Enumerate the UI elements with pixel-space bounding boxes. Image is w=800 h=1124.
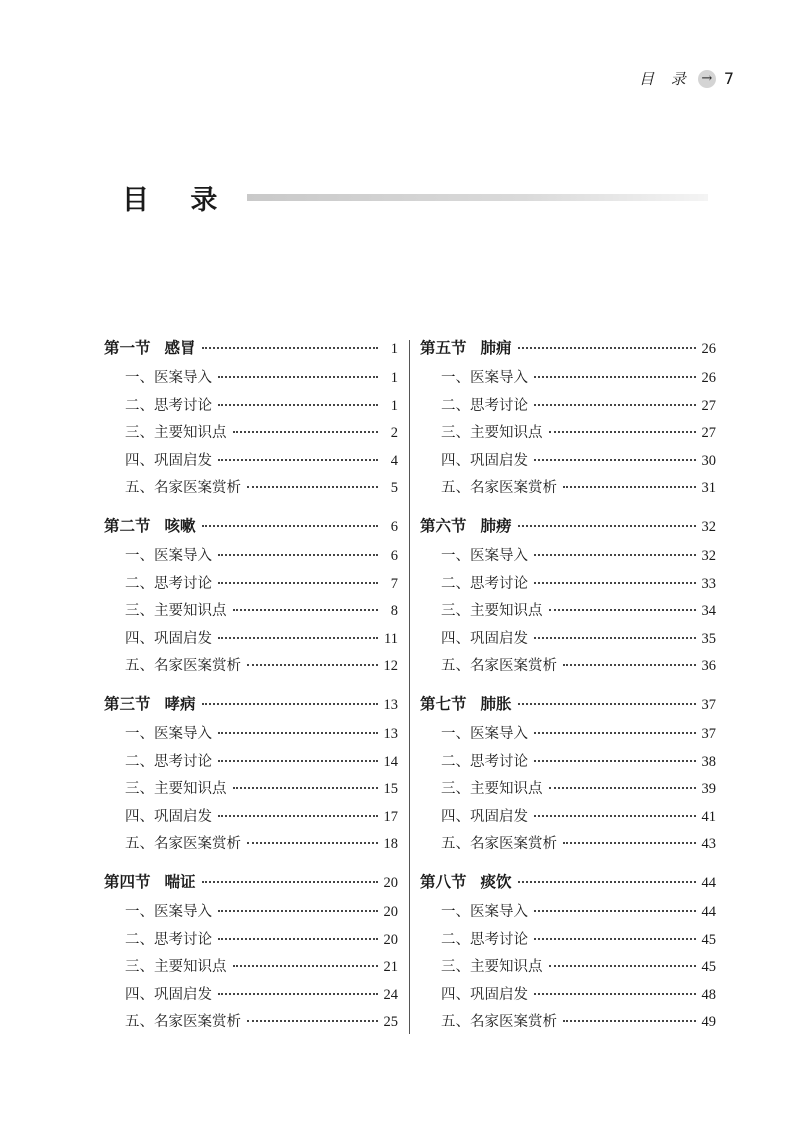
dot-leader (563, 485, 696, 488)
entry-page: 33 (701, 575, 716, 592)
toc-entry[interactable] (420, 544, 716, 572)
entry-title: 四、巩固启发 (125, 986, 212, 1003)
toc-section-heading[interactable] (420, 692, 716, 722)
dot-leader (233, 786, 379, 789)
entry-page: 36 (701, 658, 716, 674)
toc-section (104, 336, 398, 514)
entry-page: 48 (701, 986, 716, 1003)
entry-title: 四、巩固启发 (125, 630, 212, 647)
entry-page: 13 (383, 726, 398, 742)
dot-leader (247, 663, 378, 666)
toc-entry[interactable] (104, 421, 398, 449)
section-page: 13 (383, 697, 398, 713)
toc-entry[interactable] (420, 449, 716, 477)
section-title: 肺痈 (480, 339, 512, 357)
toc-entry[interactable] (420, 394, 716, 422)
running-header (639, 68, 734, 89)
entry-page: 38 (701, 753, 716, 770)
entry-title: 四、巩固启发 (125, 808, 212, 825)
dot-leader (549, 964, 697, 967)
toc-entry[interactable] (420, 832, 716, 860)
section-title: 肺胀 (480, 695, 512, 713)
section-number: 第四节 (104, 873, 151, 891)
toc-section (104, 692, 398, 870)
entry-title: 四、巩固启发 (441, 452, 528, 469)
toc-section (420, 692, 716, 870)
entry-title: 三、主要知识点 (125, 781, 227, 797)
dot-leader (218, 759, 378, 762)
dot-leader (247, 841, 378, 844)
dot-leader (218, 636, 378, 639)
entry-title: 三、主要知识点 (441, 425, 543, 441)
entry-title: 五、名家医案赏析 (441, 1014, 557, 1030)
section-number: 第八节 (420, 873, 467, 891)
toc-section-heading[interactable] (420, 870, 716, 900)
dot-leader (518, 524, 696, 527)
section-page: 44 (701, 875, 716, 891)
entry-page: 27 (701, 397, 716, 414)
toc-entry[interactable] (104, 1010, 398, 1038)
dot-leader (202, 524, 378, 527)
dot-leader (534, 581, 696, 584)
dot-leader (518, 346, 696, 349)
entry-title: 五、名家医案赏析 (125, 1014, 241, 1030)
toc-entry[interactable] (104, 394, 398, 422)
title-block (122, 178, 708, 217)
entry-page: 37 (701, 726, 716, 742)
entry-title: 二、思考讨论 (125, 753, 212, 770)
dot-leader (534, 731, 696, 734)
table-of-contents (104, 336, 716, 1036)
dot-leader (549, 786, 697, 789)
entry-page: 26 (701, 370, 716, 386)
dot-leader (563, 1019, 696, 1022)
section-page: 1 (390, 341, 398, 357)
entry-page: 35 (701, 630, 716, 647)
dot-leader (218, 992, 378, 995)
entry-page: 45 (701, 931, 716, 948)
dot-leader (534, 458, 696, 461)
toc-entry[interactable] (104, 627, 398, 655)
toc-entry[interactable] (420, 900, 716, 928)
toc-entry[interactable] (420, 654, 716, 682)
entry-page: 34 (701, 603, 716, 619)
entry-title: 三、主要知识点 (125, 603, 227, 619)
dot-leader (549, 608, 697, 611)
entry-page: 43 (701, 836, 716, 852)
entry-page: 6 (390, 548, 398, 564)
toc-section-heading[interactable] (104, 692, 398, 722)
entry-page: 17 (383, 808, 398, 825)
dot-leader (534, 403, 696, 406)
toc-section-heading[interactable] (420, 336, 716, 366)
entry-title: 三、主要知识点 (441, 603, 543, 619)
toc-section (420, 514, 716, 692)
entry-page: 20 (383, 931, 398, 948)
entry-title: 四、巩固启发 (441, 986, 528, 1003)
section-number: 第三节 (104, 695, 151, 713)
dot-leader (218, 403, 378, 406)
toc-entry[interactable] (104, 777, 398, 805)
dot-leader (218, 731, 378, 734)
dot-leader (218, 909, 378, 912)
entry-title: 一、医案导入 (125, 904, 212, 920)
entry-page: 4 (390, 452, 398, 469)
dot-leader (247, 485, 378, 488)
section-title: 痰饮 (480, 873, 512, 891)
section-number: 第五节 (420, 339, 467, 357)
dot-leader (218, 458, 378, 461)
dot-leader (247, 1019, 378, 1022)
toc-entry[interactable] (104, 476, 398, 504)
entry-title: 四、巩固启发 (125, 452, 212, 469)
entry-title: 四、巩固启发 (441, 808, 528, 825)
section-page: 6 (390, 519, 398, 535)
toc-left-column (104, 336, 398, 1048)
entry-page: 14 (383, 753, 398, 770)
section-page: 26 (701, 341, 716, 357)
entry-title: 四、巩固启发 (441, 630, 528, 647)
toc-entry[interactable] (104, 599, 398, 627)
entry-title: 三、主要知识点 (441, 959, 543, 975)
section-number: 第六节 (420, 517, 467, 535)
entry-page: 30 (701, 452, 716, 469)
entry-title: 五、名家医案赏析 (441, 658, 557, 674)
entry-title: 五、名家医案赏析 (125, 658, 241, 674)
dot-leader (534, 759, 696, 762)
entry-title: 一、医案导入 (125, 726, 212, 742)
entry-title: 二、思考讨论 (441, 575, 528, 592)
entry-title: 一、医案导入 (125, 548, 212, 564)
dot-leader (218, 553, 378, 556)
entry-title: 二、思考讨论 (125, 931, 212, 948)
entry-page: 45 (701, 959, 716, 975)
entry-title: 二、思考讨论 (441, 931, 528, 948)
entry-page: 5 (390, 480, 398, 496)
toc-entry[interactable] (420, 722, 716, 750)
toc-section-heading[interactable] (104, 870, 398, 900)
entry-title: 五、名家医案赏析 (125, 836, 241, 852)
toc-entry[interactable] (420, 777, 716, 805)
entry-title: 一、医案导入 (441, 370, 528, 386)
entry-page: 39 (701, 781, 716, 797)
dot-leader (218, 937, 378, 940)
toc-entry[interactable] (104, 805, 398, 833)
toc-entry[interactable] (420, 627, 716, 655)
dot-leader (202, 702, 378, 705)
entry-title: 一、医案导入 (125, 370, 212, 386)
entry-title: 三、主要知识点 (125, 425, 227, 441)
dot-leader (202, 346, 378, 349)
column-divider (409, 340, 410, 1034)
entry-title: 二、思考讨论 (441, 753, 528, 770)
entry-page: 15 (383, 781, 398, 797)
entry-page: 44 (701, 904, 716, 920)
toc-entry[interactable] (104, 572, 398, 600)
entry-page: 2 (390, 425, 398, 441)
toc-entry[interactable] (104, 750, 398, 778)
toc-entry[interactable] (420, 805, 716, 833)
entry-title: 五、名家医案赏析 (441, 480, 557, 496)
toc-section-heading[interactable] (104, 514, 398, 544)
toc-entry[interactable] (420, 572, 716, 600)
dot-leader (549, 430, 697, 433)
entry-page: 8 (390, 603, 398, 619)
dot-leader (534, 814, 696, 817)
entry-page: 1 (390, 397, 398, 414)
entry-title: 一、医案导入 (441, 548, 528, 564)
toc-entry[interactable] (104, 654, 398, 682)
section-title: 喘证 (164, 873, 196, 891)
entry-title: 一、医案导入 (441, 726, 528, 742)
dot-leader (218, 375, 378, 378)
dot-leader (534, 375, 696, 378)
toc-entry[interactable] (104, 449, 398, 477)
page-number: 7 (723, 69, 734, 88)
dot-leader (218, 814, 378, 817)
toc-section (104, 870, 398, 1048)
toc-section-heading[interactable] (420, 514, 716, 544)
section-title: 哮病 (164, 695, 196, 713)
section-title: 感冒 (164, 339, 196, 357)
toc-section (420, 336, 716, 514)
toc-entry[interactable] (420, 599, 716, 627)
dot-leader (218, 581, 378, 584)
entry-page: 24 (383, 986, 398, 1003)
toc-section (420, 870, 716, 1048)
dot-leader (202, 880, 378, 883)
toc-entry[interactable] (420, 421, 716, 449)
entry-title: 二、思考讨论 (125, 397, 212, 414)
toc-entry[interactable] (104, 955, 398, 983)
dot-leader (233, 430, 379, 433)
entry-title: 五、名家医案赏析 (441, 836, 557, 852)
toc-entry[interactable] (104, 900, 398, 928)
dot-leader (534, 992, 696, 995)
entry-page: 12 (383, 658, 398, 674)
section-title: 肺痨 (480, 517, 512, 535)
toc-entry[interactable] (104, 366, 398, 394)
entry-title: 一、医案导入 (441, 904, 528, 920)
entry-page: 11 (384, 630, 398, 647)
section-page: 20 (383, 875, 398, 891)
toc-entry[interactable] (420, 476, 716, 504)
dot-leader (534, 937, 696, 940)
toc-right-column (420, 336, 716, 1048)
dot-leader (534, 909, 696, 912)
toc-entry[interactable] (420, 1010, 716, 1038)
dot-leader (518, 880, 696, 883)
entry-page: 31 (701, 480, 716, 496)
dot-leader (534, 636, 696, 639)
entry-title: 二、思考讨论 (441, 397, 528, 414)
dot-leader (233, 964, 379, 967)
entry-title: 三、主要知识点 (125, 959, 227, 975)
section-page: 32 (701, 519, 716, 535)
entry-title: 三、主要知识点 (441, 781, 543, 797)
toc-entry[interactable] (420, 750, 716, 778)
entry-title: 二、思考讨论 (125, 575, 212, 592)
section-page: 37 (701, 697, 716, 713)
entry-page: 32 (701, 548, 716, 564)
toc-entry[interactable] (420, 928, 716, 956)
page-title: 目 录 (122, 185, 234, 216)
section-title: 咳嗽 (164, 517, 196, 535)
dot-leader (534, 553, 696, 556)
entry-title: 五、名家医案赏析 (125, 480, 241, 496)
toc-entry[interactable] (420, 983, 716, 1011)
dot-leader (233, 608, 379, 611)
dot-leader (563, 841, 696, 844)
title-rule (247, 194, 708, 201)
section-number: 第一节 (104, 339, 151, 357)
entry-page: 41 (701, 808, 716, 825)
running-header-title: 目 录 (639, 70, 692, 88)
entry-page: 27 (701, 425, 716, 441)
entry-page: 1 (390, 370, 398, 386)
dot-leader (563, 663, 696, 666)
dot-leader (518, 702, 696, 705)
toc-entry[interactable] (104, 983, 398, 1011)
section-number: 第二节 (104, 517, 151, 535)
toc-section-heading[interactable] (104, 336, 398, 366)
section-number: 第七节 (420, 695, 467, 713)
entry-page: 25 (383, 1014, 398, 1030)
toc-section (104, 514, 398, 692)
entry-page: 20 (383, 904, 398, 920)
toc-entry[interactable] (420, 366, 716, 394)
toc-entry[interactable] (104, 832, 398, 860)
toc-entry[interactable] (420, 955, 716, 983)
arrow-right-icon: → (698, 70, 716, 88)
toc-entry[interactable] (104, 544, 398, 572)
entry-page: 7 (390, 575, 398, 592)
entry-page: 18 (383, 836, 398, 852)
entry-page: 21 (383, 959, 398, 975)
entry-page: 49 (701, 1014, 716, 1030)
toc-entry[interactable] (104, 722, 398, 750)
toc-entry[interactable] (104, 928, 398, 956)
